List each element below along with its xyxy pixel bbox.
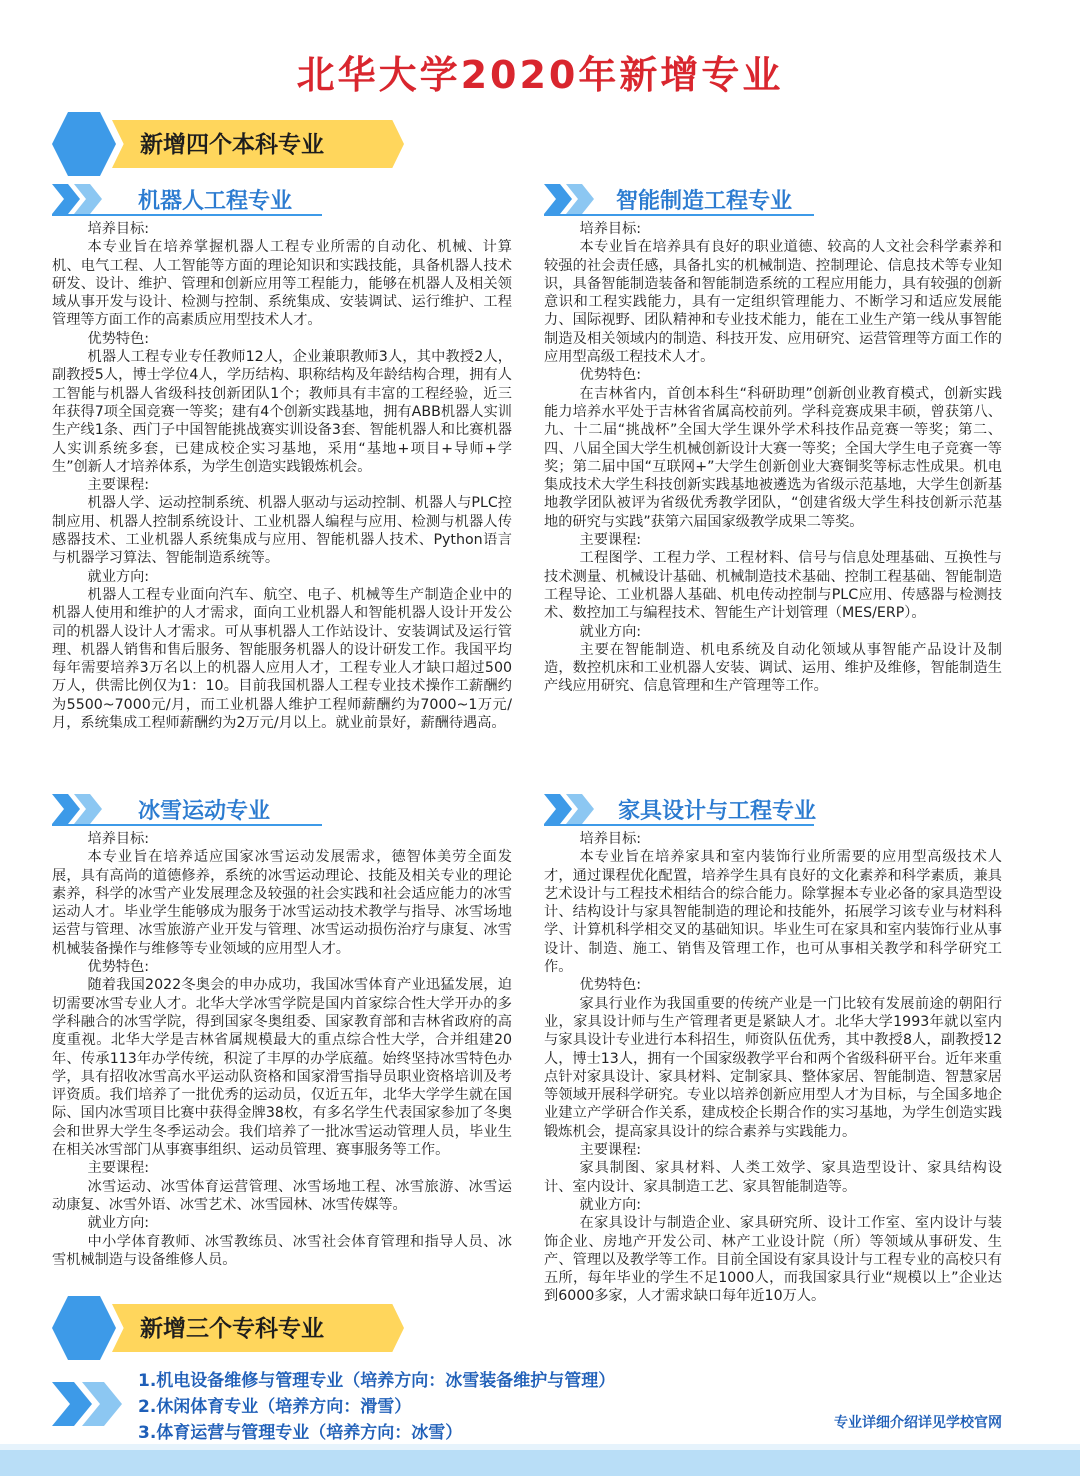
section-heading	[544, 792, 1002, 826]
goal-text: 本专业旨在培养具有良好的职业道德、较高的人文社会科学素养和较强的社会责任感，具备扎实的机械制造、控制理论、信息技术等专业知识，具备智能制造装备和智能制造系统的工程应用能力，具有较强的创新意识和工程实践能力，具有一定组织管理能力、不断学习和适应发展能力、国际视野、团队精神和专业技术能力，能在工业生产第一线从事智能制造及相关领域内的制造、科技开发、应用研究、运营管理等方面工作的应用型高级工程技术人才。	[544, 239, 1002, 366]
section-body	[52, 830, 512, 1269]
section-heading	[52, 792, 512, 826]
adv-text: 家具行业作为我国重要的传统产业是一门比较有发展前途的朝阳行业，家具设计师与生产管理者更是紧缺人才。北华大学1993年就以室内与家具设计专业进行本科招生，师资队伍优秀，其中教授8人，副教授12人，博士13人，拥有一个国家级教学平台和两个省级科研平台。近年来重点针对家具设计、家具材料、定制家具、整体家居、智能制造、智慧家居等领域开展科学研究。专业以培养创新应用型人才为目标，与全国多地企业建立产学研合作关系，建成校企长期合作的实习基地，为学生创造实践锻炼机会，提高家具设计的综合素养与实践能力。	[544, 995, 1002, 1140]
section-title: 智能制造工程专业	[616, 189, 793, 214]
adv-label: 优势特色:	[87, 959, 150, 976]
goal-text: 本专业旨在培养适应国家冰雪运动发展需求，德智体美劳全面发展，具有高尚的道德修养，系统的冰雪运动理论、技能及相关专业的理论素养，科学的冰雪产业发展理念及较强的社会实践和社会适应能力的冰雪运动人才。毕业学生能够成为服务于冰雪运动技术教学与指导、冰雪场地运营与管理、冰雪旅游产业开发与管理、冰雪运动损伤治疗与康复、冰雪机械装备操作与维修等专业领域的应用型人才。	[52, 849, 512, 957]
junior-item: 2.休闲体育专业（培养方向：滑雪）	[138, 1397, 412, 1417]
job-text: 在家具设计与制造企业、家具研究所、设计工作室、室内设计与装饰企业、房地产开发公司、林产工业设计院（所）等领域从事研发、生产、管理以及教学等工作。目前全国设有家具设计与工程专业的高校只有五所，每年毕业的学生不足1000人，而我国家具行业“规模以上”企业达到6000多家，人才需求缺口每年近10万人。	[544, 1215, 1002, 1305]
course-label: 主要课程:	[579, 532, 642, 549]
adv-label: 优势特色:	[87, 330, 150, 347]
adv-text: 在吉林省内，首创本科生“科研助理”创新创业教育模式，创新实践能力培养水平处于吉林省省属高校前列。学科竞赛成果丰硕，曾获第八、九、十二届“挑战杯”全国大学生课外学术科技作品竞赛一等奖；第二、四、八届全国大学生机械创新设计大赛一等奖；全国大学生电子竞赛一等奖；第二届中国“互联网+”大学生创新创业大赛铜奖等标志性成果。机电集成技术大学生科技创新实践基地被遴选为省级示范基地，大学生创新基地教学团队被评为省级优秀教学团队，“创建省级大学生科技创新示范基地的研究与实践”获第六届国家级教学成果二等奖。	[544, 385, 1002, 530]
banner-junior	[52, 1296, 352, 1360]
job-label: 就业方向:	[579, 1196, 642, 1213]
job-label: 就业方向:	[579, 623, 642, 640]
section-title: 机器人工程专业	[138, 189, 293, 214]
hexagon-icon	[52, 112, 116, 176]
section-ice	[52, 792, 512, 1269]
goal-label: 培养目标:	[579, 831, 642, 847]
chevron-icon	[52, 794, 82, 824]
section-heading	[544, 182, 1002, 216]
website-note: 专业详细介绍详见学校官网	[834, 1415, 1002, 1431]
chevron-icon	[544, 184, 574, 214]
junior-item: 1.机电设备维修与管理专业（培养方向：冰雪装备维护与管理）	[138, 1371, 616, 1391]
course-label: 主要课程:	[87, 477, 150, 494]
adv-label: 优势特色:	[579, 367, 642, 384]
goal-label: 培养目标:	[87, 221, 150, 237]
course-text: 家具制图、家具材料、人类工效学、家具造型设计、家具结构设计、室内设计、家具制造工艺、家具智能制造等。	[544, 1160, 1002, 1195]
junior-item: 3.体育运营与管理专业（培养方向：冰雪）	[138, 1423, 463, 1443]
page-title: 北华大学2020年新增专业	[296, 53, 784, 97]
section-body	[544, 220, 1002, 696]
course-label: 主要课程:	[87, 1160, 150, 1177]
goal-label: 培养目标:	[87, 831, 150, 847]
job-text: 机器人工程专业面向汽车、航空、电子、机械等生产制造企业中的机器人使用和维护的人才需求，面向工业机器人和智能机器人设计开发公司的机器人设计人才需求。可从事机器人工作站设计、安装调试及运行管理、机器人销售和售后服务、智能服务机器人的设计研发工作。我国平均每年需要培养3万名以上的机器人应用人才，工程专业人才缺口超过500万人，供需比例仅为1：10。目前我国机器人工程专业技术操作工薪酬约为5500~7000元/月，而工业机器人维护工程师薪酬约为7000~1万元/月，系统集成工程师薪酬约为2万元/月以上。就业前景好，薪酬待遇高。	[52, 586, 512, 732]
junior-list	[52, 1360, 752, 1450]
adv-text: 随着我国2022冬奥会的申办成功，我国冰雪体育产业迅猛发展，迫切需要冰雪专业人才。北华大学冰雪学院是国内首家综合性大学开办的多学科融合的冰雪学院，得到国家冬奥组委、国家教育部和吉林省政府的高度重视。北华大学是吉林省属规模最大的重点综合性大学，合并组建20年、传承113年办学传统，积淀了丰厚的办学底蕴。始终坚持冰雪特色办学，具有招收冰雪高水平运动队资格和国家滑雪指导员职业资格培训及考评资质。我们培养了一批优秀的运动员，仅近五年，北华大学学生就在国际、国内冰雪项目比赛中获得金牌38枚，有多名学生代表国家参加了冬奥会和世界大学生冬季运动会。我们培养了一批冰雪运动管理人员，毕业生在相关冰雪部门从事赛事组织、运动员管理、赛事服务等工作。	[52, 977, 512, 1159]
banner-label: 新增三个专科专业	[140, 1316, 324, 1342]
adv-label: 优势特色:	[579, 977, 642, 994]
course-text: 机器人学、运动控制系统、机器人驱动与运动控制、机器人与PLC控制应用、机器人控制系统设计、工业机器人编程与应用、检测与机器人传感器技术、工业机器人系统集成与应用、智能机器人技术、Python语言与机器学习算法、智能制造系统等。	[52, 495, 512, 567]
heading-underline	[52, 824, 322, 826]
course-label: 主要课程:	[579, 1142, 642, 1159]
hexagon-icon	[52, 1296, 116, 1360]
chevron-icon	[52, 184, 82, 214]
adv-text: 机器人工程专业专任教师12人，企业兼职教师3人，其中教授2人，副教授5人，博士学位4人，学历结构、职称结构及年龄结构合理，拥有人工智能与机器人省级科技创新团队1个；教师具有丰富的工程经验，近三年获得7项全国竞赛一等奖；建有4个创新实践基地，拥有ABB机器人实训生产线1条、西门子中国智能挑战赛实训设备3套、智能机器人和比赛机器人实训系统多套，已建成校企实习基地，采用“基地+项目+导师+学生”创新人才培养体系，为学生创造实践锻炼机会。	[52, 349, 512, 475]
section-title: 冰雪运动专业	[138, 799, 271, 824]
heading-underline	[544, 214, 814, 216]
banner-label: 新增四个本科专业	[140, 132, 324, 158]
section-body	[52, 220, 512, 732]
section-title: 家具设计与工程专业	[618, 799, 817, 824]
goal-text: 本专业旨在培养掌握机器人工程专业所需的自动化、机械、计算机、电气工程、人工智能等方面的理论知识和实践技能，具备机器人技术研发、设计、维护、管理和创新应用等工程能力，能够在机器人及相关领域从事开发与设计、检测与控制、系统集成、安装调试、运行维护、工程管理等方面工作的高素质应用型技术人才。	[52, 239, 512, 329]
course-text: 冰雪运动、冰雪体育运营管理、冰雪场地工程、冰雪旅游、冰雪运动康复、冰雪外语、冰雪艺术、冰雪园林、冰雪传媒等。	[52, 1178, 512, 1213]
goal-text: 本专业旨在培养家具和室内装饰行业所需要的应用型高级技术人才，通过课程优化配置，培养学生具有良好的文化素养和科学素质，兼具艺术设计与工程技术相结合的综合能力。除掌握本专业必备的家具造型设计、结构设计与家具智能制造的理论和技能外，拓展学习该专业与材料科学、计算机科学相交叉的基础知识。毕业生可在家具和室内装饰行业从事设计、制造、施工、销售及管理工作，也可从事相关教学和科学研究工作。	[544, 849, 1002, 976]
section-furniture	[544, 792, 1002, 1306]
job-label: 就业方向:	[87, 568, 150, 585]
heading-underline	[544, 824, 814, 826]
section-heading	[52, 182, 512, 216]
chevron-icon	[52, 1382, 132, 1426]
banner-undergrad	[52, 112, 352, 176]
goal-label: 培养目标:	[579, 221, 642, 237]
job-text: 主要在智能制造、机电系统及自动化领域从事智能产品设计及制造，数控机床和工业机器人安装、调试、运用、维护及维修，智能制造生产线应用研究、信息管理和生产管理等工作。	[544, 641, 1002, 695]
section-smart	[544, 182, 1002, 696]
section-body	[544, 830, 1002, 1306]
chevron-icon	[544, 794, 574, 824]
job-text: 中小学体育教师、冰雪教练员、冰雪社会体育管理和指导人员、冰雪机械制造与设备维修人员。	[52, 1233, 512, 1268]
course-text: 工程图学、工程力学、工程材料、信号与信息处理基础、互换性与技术测量、机械设计基础、机械制造技术基础、控制工程基础、智能制造工程导论、工业机器人基础、机电传动控制与PLC应用、传感器与检测技术、数控加工与编程技术、智能生产计划管理（MES/ERP）。	[544, 550, 1002, 622]
heading-underline	[52, 214, 322, 216]
footer-band	[0, 1450, 1080, 1476]
section-robot	[52, 182, 512, 732]
job-label: 就业方向:	[87, 1215, 150, 1232]
